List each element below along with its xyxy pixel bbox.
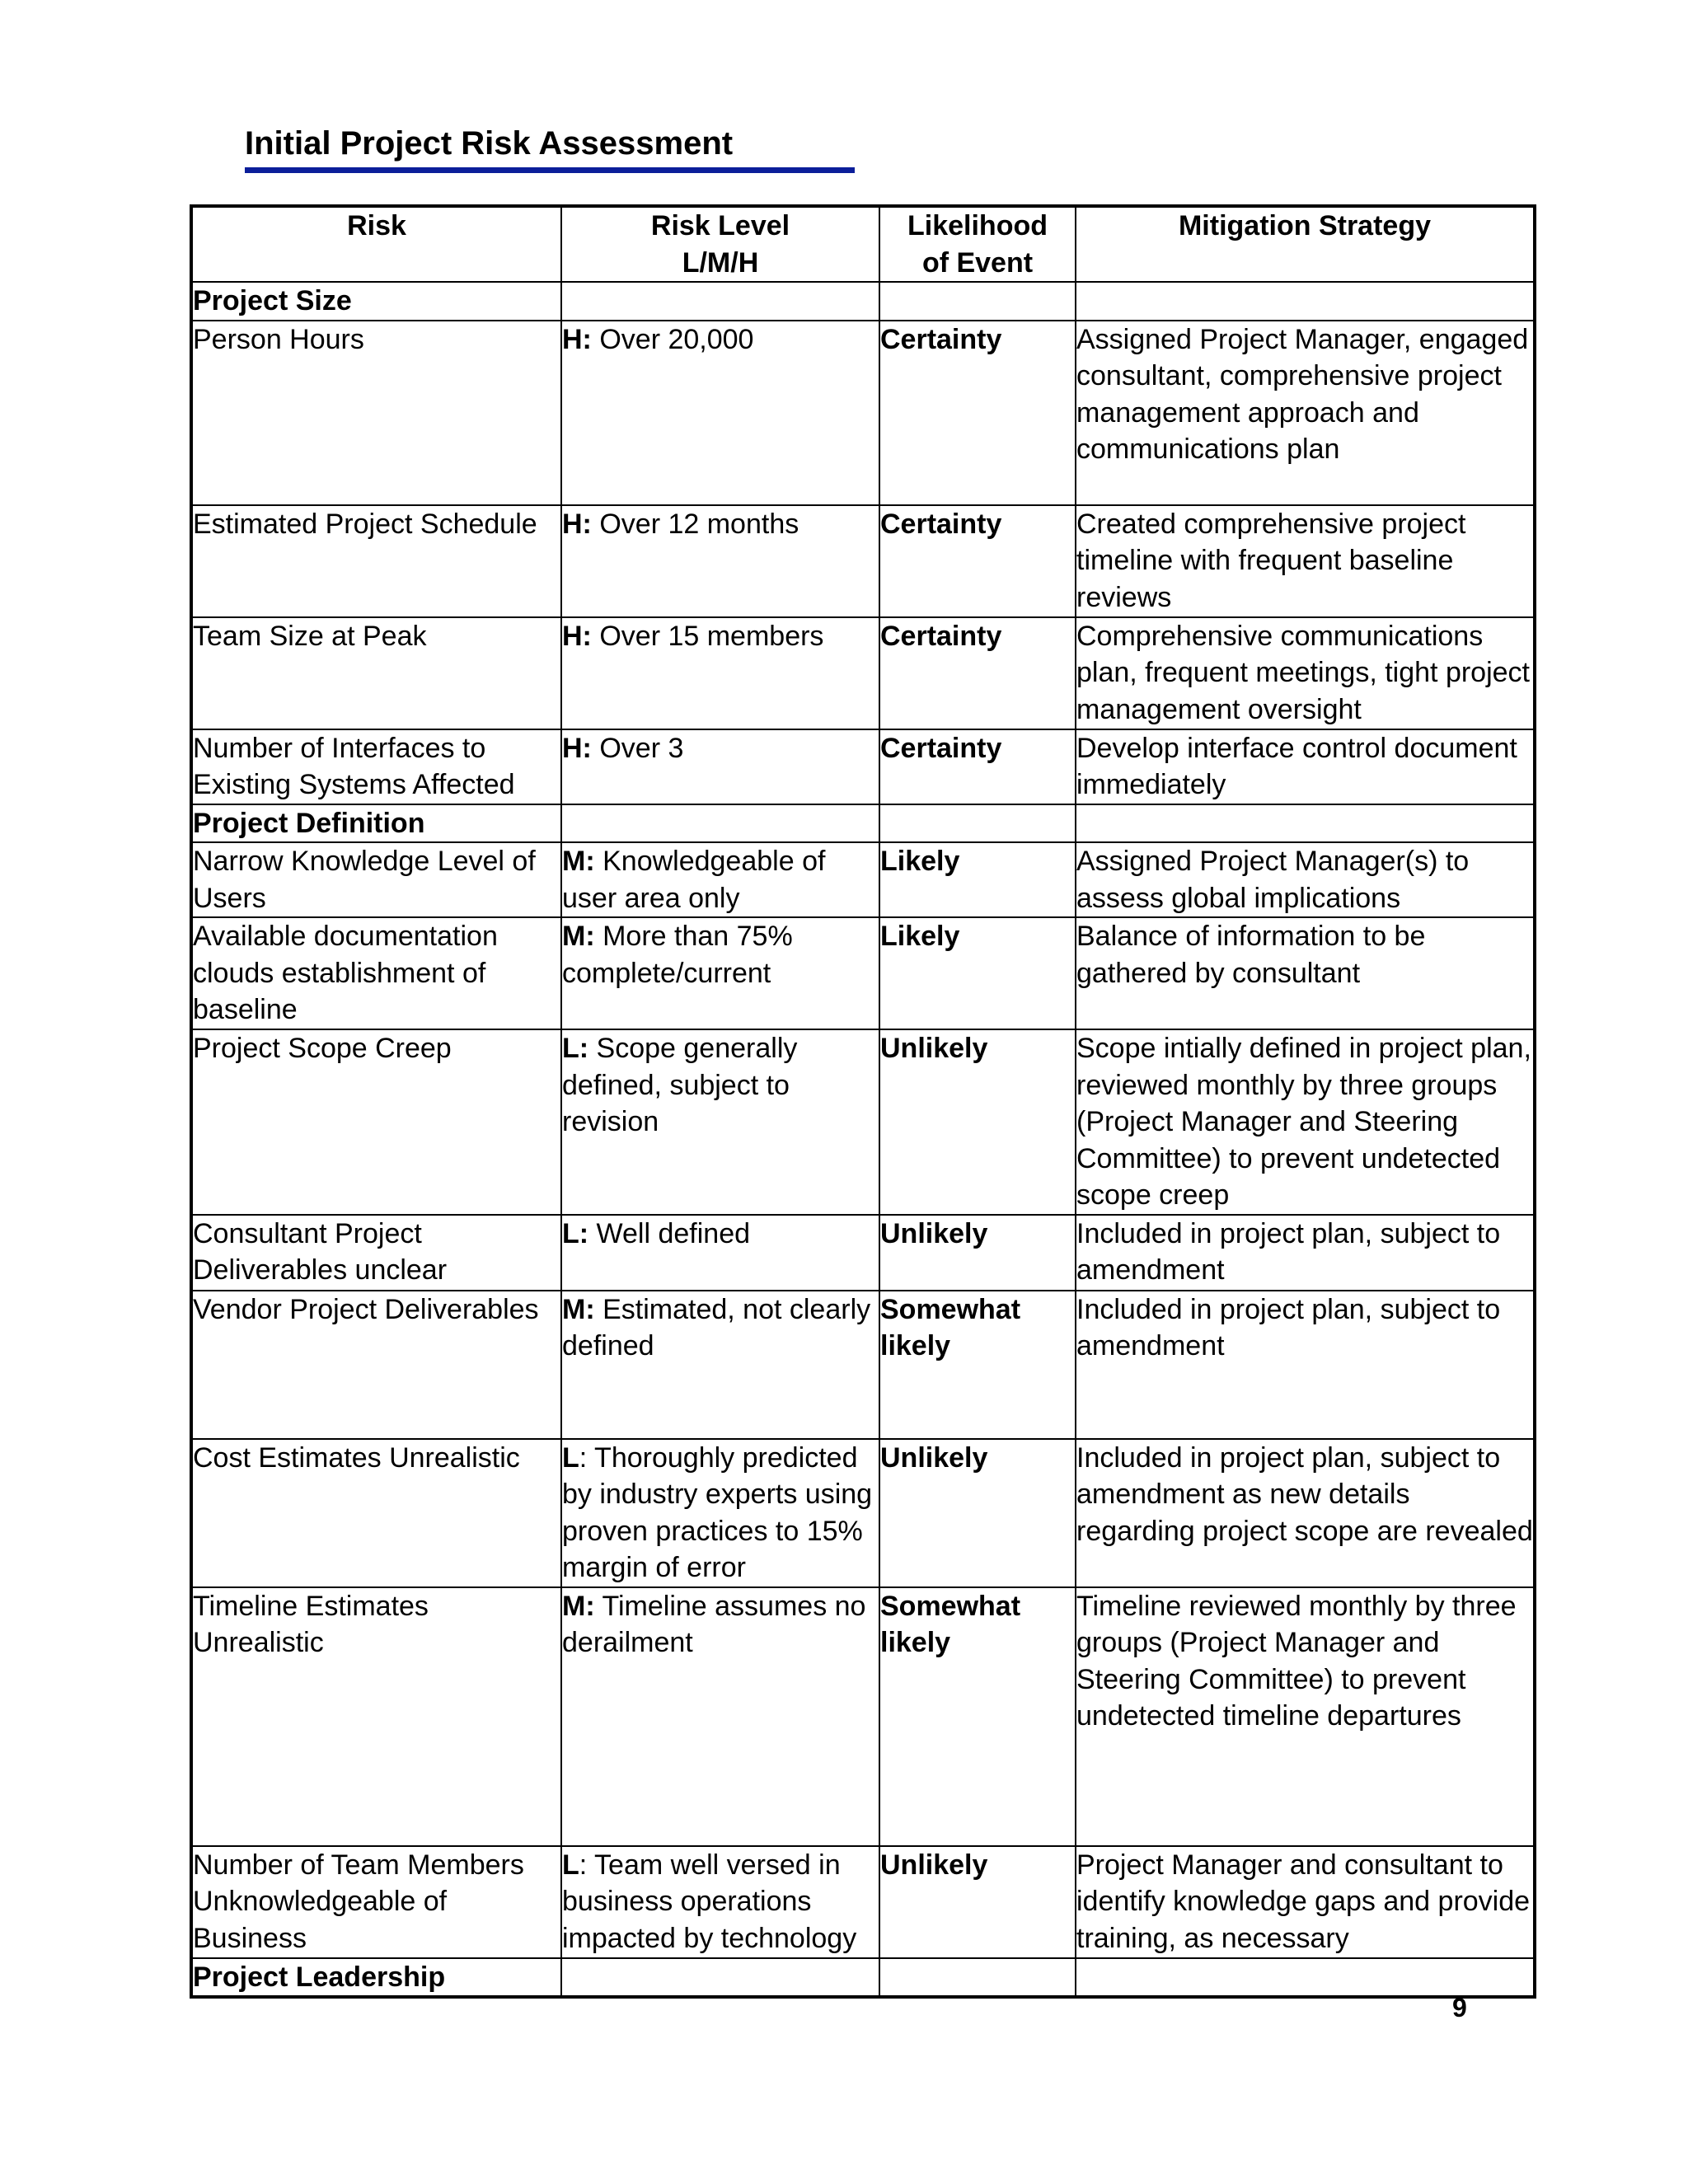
risk-cell: Vendor Project Deliverables xyxy=(191,1291,561,1439)
likelihood-cell: Likely xyxy=(879,917,1076,1029)
table-row xyxy=(191,842,1535,917)
section-title: Project Size xyxy=(191,282,561,321)
header-risk: Risk xyxy=(191,206,561,282)
risk-cell: Available documentation clouds establishment of baseline xyxy=(191,917,561,1029)
risk-cell: Narrow Knowledge Level of Users xyxy=(191,842,561,917)
risk-level-cell: L: Team well versed in business operations impacted by technology xyxy=(561,1846,879,1958)
likelihood-cell: Unlikely xyxy=(879,1439,1076,1587)
table-row xyxy=(191,729,1535,804)
risk-cell: Number of Interfaces to Existing Systems Affected xyxy=(191,729,561,804)
risk-level-cell: L: Thoroughly predicted by industry experts using proven practices to 15% margin of error xyxy=(561,1439,879,1587)
mitigation-cell: Project Manager and consultant to identify knowledge gaps and provide training, as necessary xyxy=(1076,1846,1535,1958)
mitigation-cell: Develop interface control document immediately xyxy=(1076,729,1535,804)
likelihood-cell: Unlikely xyxy=(879,1846,1076,1958)
risk-level-cell: H: Over 3 xyxy=(561,729,879,804)
mitigation-cell: Assigned Project Manager, engaged consultant, comprehensive project management approach and communications plan xyxy=(1076,321,1535,505)
table-row xyxy=(191,1439,1535,1587)
table-row xyxy=(191,321,1535,505)
mitigation-cell: Assigned Project Manager(s) to assess global implications xyxy=(1076,842,1535,917)
table-row xyxy=(191,617,1535,729)
mitigation-cell: Scope intially defined in project plan, reviewed monthly by three groups (Project Manager and Steering Committee) to prevent undetected scope creep xyxy=(1076,1029,1535,1215)
section-title: Project Leadership xyxy=(191,1958,561,1998)
header-row xyxy=(191,206,1535,282)
page-number: 9 xyxy=(1452,1993,1467,2022)
mitigation-cell: Comprehensive communications plan, frequent meetings, tight project management oversight xyxy=(1076,617,1535,729)
mitigation-cell: Included in project plan, subject to amendment xyxy=(1076,1291,1535,1439)
title-underline xyxy=(245,167,855,173)
section-row-project-size xyxy=(191,282,1535,321)
likelihood-cell: Certainty xyxy=(879,729,1076,804)
risk-cell: Project Scope Creep xyxy=(191,1029,561,1215)
risk-level-cell: L: Scope generally defined, subject to revision xyxy=(561,1029,879,1215)
risk-level-cell: M: Estimated, not clearly defined xyxy=(561,1291,879,1439)
likelihood-cell: Certainty xyxy=(879,321,1076,505)
likelihood-cell: Unlikely xyxy=(879,1029,1076,1215)
risk-level-cell: H: Over 12 months xyxy=(561,505,879,617)
likelihood-cell: Somewhat likely xyxy=(879,1587,1076,1846)
risk-cell: Number of Team Members Unknowledgeable of Business xyxy=(191,1846,561,1958)
risk-cell: Person Hours xyxy=(191,321,561,505)
mitigation-cell: Created comprehensive project timeline with frequent baseline reviews xyxy=(1076,505,1535,617)
mitigation-cell: Balance of information to be gathered by consultant xyxy=(1076,917,1535,1029)
risk-level-cell: M: More than 75% complete/current xyxy=(561,917,879,1029)
table-row xyxy=(191,1291,1535,1439)
risk-assessment-table xyxy=(190,204,1536,1999)
risk-cell: Estimated Project Schedule xyxy=(191,505,561,617)
table-row xyxy=(191,917,1535,1029)
header-mitigation: Mitigation Strategy xyxy=(1076,206,1535,282)
likelihood-cell: Somewhat likely xyxy=(879,1291,1076,1439)
section-title: Project Definition xyxy=(191,804,561,843)
table-row xyxy=(191,1587,1535,1846)
risk-level-cell: M: Timeline assumes no derailment xyxy=(561,1587,879,1846)
risk-cell: Team Size at Peak xyxy=(191,617,561,729)
section-row-project-leadership xyxy=(191,1958,1535,1998)
page-title: Initial Project Risk Assessment xyxy=(245,125,734,162)
risk-cell: Consultant Project Deliverables unclear xyxy=(191,1215,561,1291)
risk-level-cell: H: Over 15 members xyxy=(561,617,879,729)
likelihood-cell: Likely xyxy=(879,842,1076,917)
table-row xyxy=(191,1215,1535,1291)
risk-cell: Cost Estimates Unrealistic xyxy=(191,1439,561,1587)
mitigation-cell: Included in project plan, subject to amendment as new details regarding project scope are revealed xyxy=(1076,1439,1535,1587)
header-likelihood: Likelihood of Event xyxy=(879,206,1076,282)
risk-level-cell: H: Over 20,000 xyxy=(561,321,879,505)
risk-cell: Timeline Estimates Unrealistic xyxy=(191,1587,561,1846)
table-row xyxy=(191,1029,1535,1215)
risk-level-cell: M: Knowledgeable of user area only xyxy=(561,842,879,917)
section-row-project-definition xyxy=(191,804,1535,843)
mitigation-cell: Included in project plan, subject to amendment xyxy=(1076,1215,1535,1291)
mitigation-cell: Timeline reviewed monthly by three groups (Project Manager and Steering Committee) to prevent undetected timeline departures xyxy=(1076,1587,1535,1846)
likelihood-cell: Certainty xyxy=(879,617,1076,729)
risk-level-cell: L: Well defined xyxy=(561,1215,879,1291)
header-risk-level: Risk Level L/M/H xyxy=(561,206,879,282)
table-row xyxy=(191,1846,1535,1958)
likelihood-cell: Unlikely xyxy=(879,1215,1076,1291)
likelihood-cell: Certainty xyxy=(879,505,1076,617)
table-row xyxy=(191,505,1535,617)
